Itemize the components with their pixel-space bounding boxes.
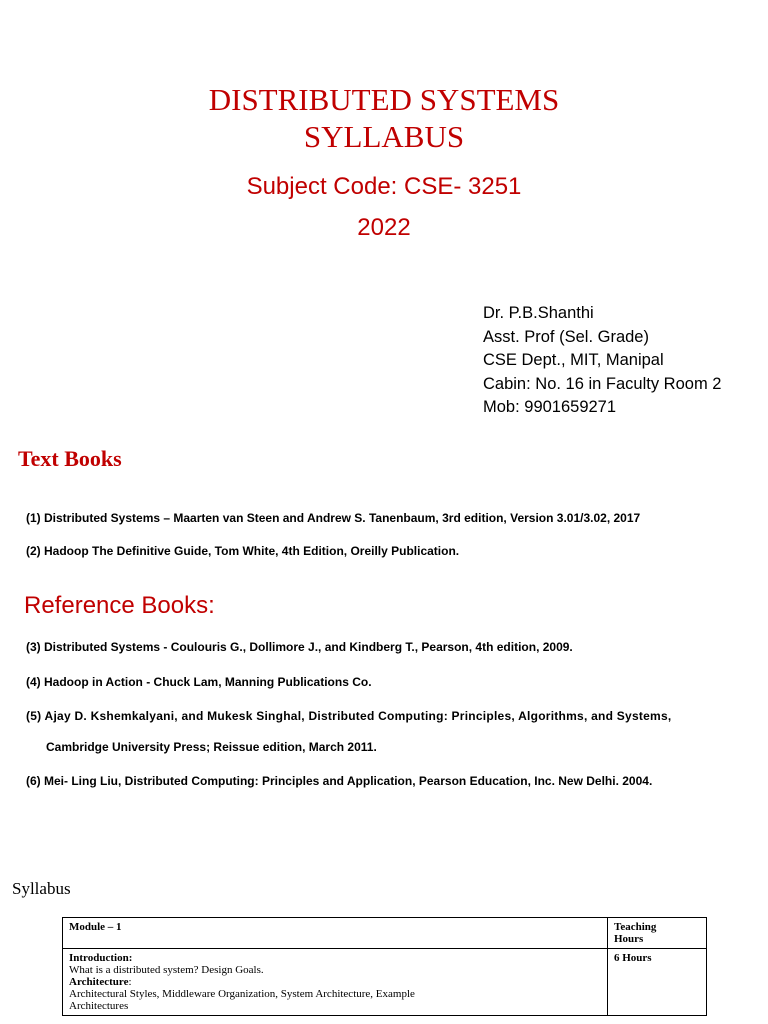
- reference-book-item-continuation: Cambridge University Press; Reissue edition, March 2011.: [46, 740, 377, 754]
- author-designation: Asst. Prof (Sel. Grade): [483, 327, 649, 346]
- arch-text-line1: Architectural Styles, Middleware Organization, System Architecture, Example: [69, 988, 415, 1000]
- reference-book-item: (6) Mei- Ling Liu, Distributed Computing: Principles and Application, Pearson Education, Inc. New Delhi. 2004.: [26, 774, 653, 788]
- text-book-item: (2) Hadoop The Definitive Guide, Tom White, 4th Edition, Oreilly Publication.: [26, 544, 460, 558]
- author-mobile: Mob: 9901659271: [483, 398, 617, 416]
- doc-title-line1: DISTRIBUTED SYSTEMS: [208, 82, 560, 117]
- syllabus-table: [62, 917, 707, 1016]
- module-header: Module – 1: [69, 921, 122, 933]
- arch-colon: :: [128, 976, 132, 988]
- hours-header-line2: Hours: [614, 933, 644, 945]
- hours-header-line1: Teaching: [614, 921, 657, 933]
- module-header-cell: [63, 918, 608, 949]
- author-cabin: Cabin: No. 16 in Faculty Room 2: [483, 374, 722, 393]
- author-name: Dr. P.B.Shanthi: [483, 304, 594, 322]
- hours-header-cell: [608, 918, 707, 949]
- hours-value-cell: [608, 949, 707, 1016]
- arch-heading: Architecture: [69, 976, 129, 988]
- text-book-item: (1) Distributed Systems – Maarten van Steen and Andrew S. Tanenbaum, 3rd edition, Version 3.01/3.02, 2017: [26, 511, 641, 525]
- syllabus-label: Syllabus: [12, 879, 71, 898]
- subject-code: Subject Code: CSE- 3251: [246, 173, 522, 200]
- intro-text: What is a distributed system? Design Goals.: [69, 964, 264, 976]
- reference-book-item: (5) Ajay D. Kshemkalyani, and Mukesk Singhal, Distributed Computing: Principles, Algorithms, and Systems,: [26, 709, 672, 723]
- arch-text-line2: Architectures: [69, 1000, 129, 1012]
- reference-books-heading: Reference Books:: [24, 592, 215, 619]
- hours-value: 6 Hours: [614, 952, 652, 964]
- table-row: [63, 949, 707, 1016]
- text-books-heading: Text Books: [18, 446, 122, 471]
- intro-heading: Introduction:: [69, 952, 133, 964]
- reference-book-item: (4) Hadoop in Action - Chuck Lam, Manning Publications Co.: [26, 675, 372, 689]
- year: 2022: [357, 214, 411, 241]
- author-block: [483, 302, 721, 420]
- table-row: [63, 918, 707, 949]
- author-department: CSE Dept., MIT, Manipal: [483, 351, 664, 369]
- module-content-cell: [63, 949, 608, 1016]
- doc-title-line2: SYLLABUS: [303, 119, 465, 154]
- reference-book-item: (3) Distributed Systems - Coulouris G., Dollimore J., and Kindberg T., Pearson, 4th edition, 2009.: [26, 640, 573, 654]
